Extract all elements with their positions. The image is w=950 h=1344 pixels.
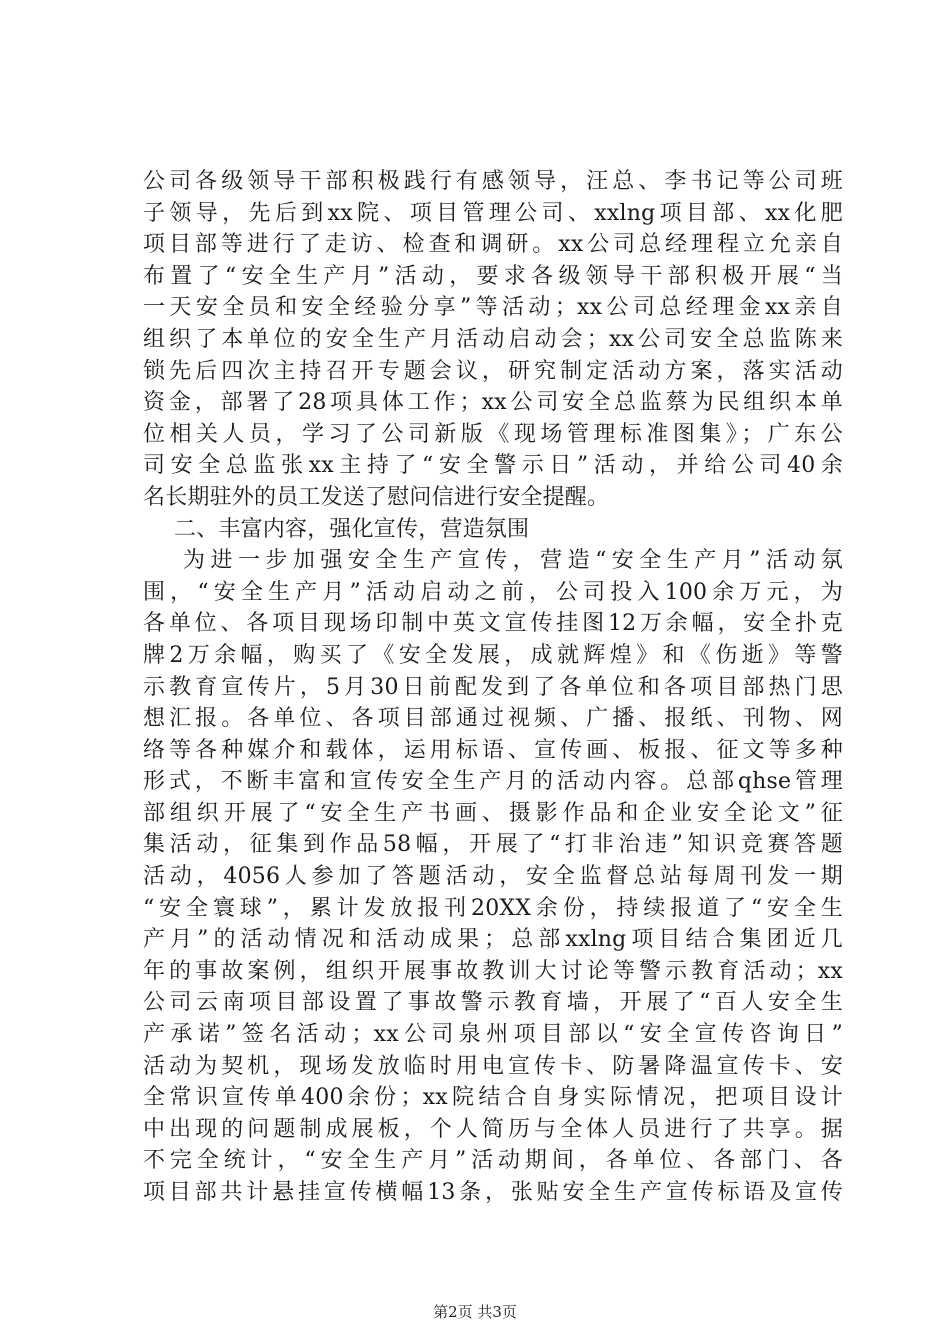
text-line: 示教育宣传片，5月30日前配发到了各单位和各项目部热门思	[143, 674, 843, 700]
text-line: 络等各种媒介和载体，运用标语、宣传画、板报、征文等多种	[143, 737, 843, 763]
text-line: “安全寰球”，累计发放报刊20XX余份，持续报道了“安全生	[143, 895, 843, 921]
text-line: 资金，部署了28项具体工作；xx公司安全总监蔡为民组织本单	[143, 390, 843, 416]
document-body	[143, 166, 843, 1209]
text-line: 公司云南项目部设置了事故警示教育墙，开展了“百人安全生	[143, 990, 843, 1016]
text-line: 活动为契机，现场发放临时用电宣传卡、防暑降温宣传卡、安	[143, 1053, 843, 1079]
text-line: 围，“安全生产月”活动启动之前，公司投入100余万元，为	[143, 579, 843, 605]
text-line: 产月”的活动情况和活动成果；总部xxlng项目结合集团近几	[143, 927, 843, 953]
text-line: 项目部等进行了走访、检查和调研。xx公司总经理程立允亲自	[143, 232, 843, 258]
section-heading: 二、丰富内容，强化宣传，营造氛围	[174, 516, 530, 542]
text-line: 为进一步加强安全生产宣传，营造“安全生产月”活动氛	[183, 548, 843, 574]
text-line: 布置了“安全生产月”活动，要求各级领导干部积极开展“当	[143, 263, 843, 289]
text-line: 中出现的问题制成展板，个人简历与全体人员进行了共享。据	[143, 1116, 843, 1142]
page-footer: 第2页 共3页	[433, 1303, 517, 1321]
text-line: 牌2万余幅，购买了《安全发展，成就辉煌》和《伤逝》等警	[143, 642, 843, 668]
text-line: 组织了本单位的安全生产月活动启动会；xx公司安全总监陈来	[143, 326, 843, 352]
text-line: 形式，不断丰富和宣传安全生产月的活动内容。总部qhse管理	[143, 769, 843, 795]
text-line: 项目部共计悬挂宣传横幅13条，张贴安全生产宣传标语及宣传	[143, 1180, 843, 1205]
text-line: 位相关人员，学习了公司新版《现场管理标准图集》；广东公	[143, 421, 843, 447]
text-line: 年的事故案例，组织开展事故教训大讨论等警示教育活动；xx	[143, 958, 843, 984]
text-line: 集活动，征集到作品58幅，开展了“打非治违”知识竞赛答题	[143, 832, 843, 858]
text-line: 各单位、各项目现场印制中英文宣传挂图12万余幅，安全扑克	[143, 611, 843, 637]
text-line: 不完全统计，“安全生产月”活动期间，各单位、各部门、各	[143, 1148, 843, 1174]
text-line: 想汇报。各单位、各项目部通过视频、广播、报纸、刊物、网	[143, 706, 843, 732]
text-line: 子领导，先后到xx院、项目管理公司、xxlng项目部、xx化肥	[143, 200, 843, 226]
text-line: 部组织开展了“安全生产书画、摄影作品和企业安全论文”征	[143, 800, 843, 826]
text-line: 锁先后四次主持召开专题会议，研究制定活动方案，落实活动	[143, 358, 843, 384]
text-line: 一天安全员和安全经验分享”等活动；xx公司总经理金xx亲自	[143, 295, 843, 321]
text-line: 产承诺”签名活动；xx公司泉州项目部以“安全宣传咨询日”	[143, 1022, 843, 1048]
text-line: 活动，4056人参加了答题活动，安全监督总站每周刊发一期	[143, 864, 843, 890]
text-line: 公司各级领导干部积极践行有感领导，汪总、李书记等公司班	[143, 169, 843, 194]
text-line: 全常识宣传单400余份；xx院结合自身实际情况，把项目设计	[143, 1085, 843, 1111]
text-line: 名长期驻外的员工发送了慰问信进行安全提醒。	[143, 484, 610, 510]
text-line: 司安全总监张xx主持了“安全警示日”活动，并给公司40余	[143, 453, 843, 479]
